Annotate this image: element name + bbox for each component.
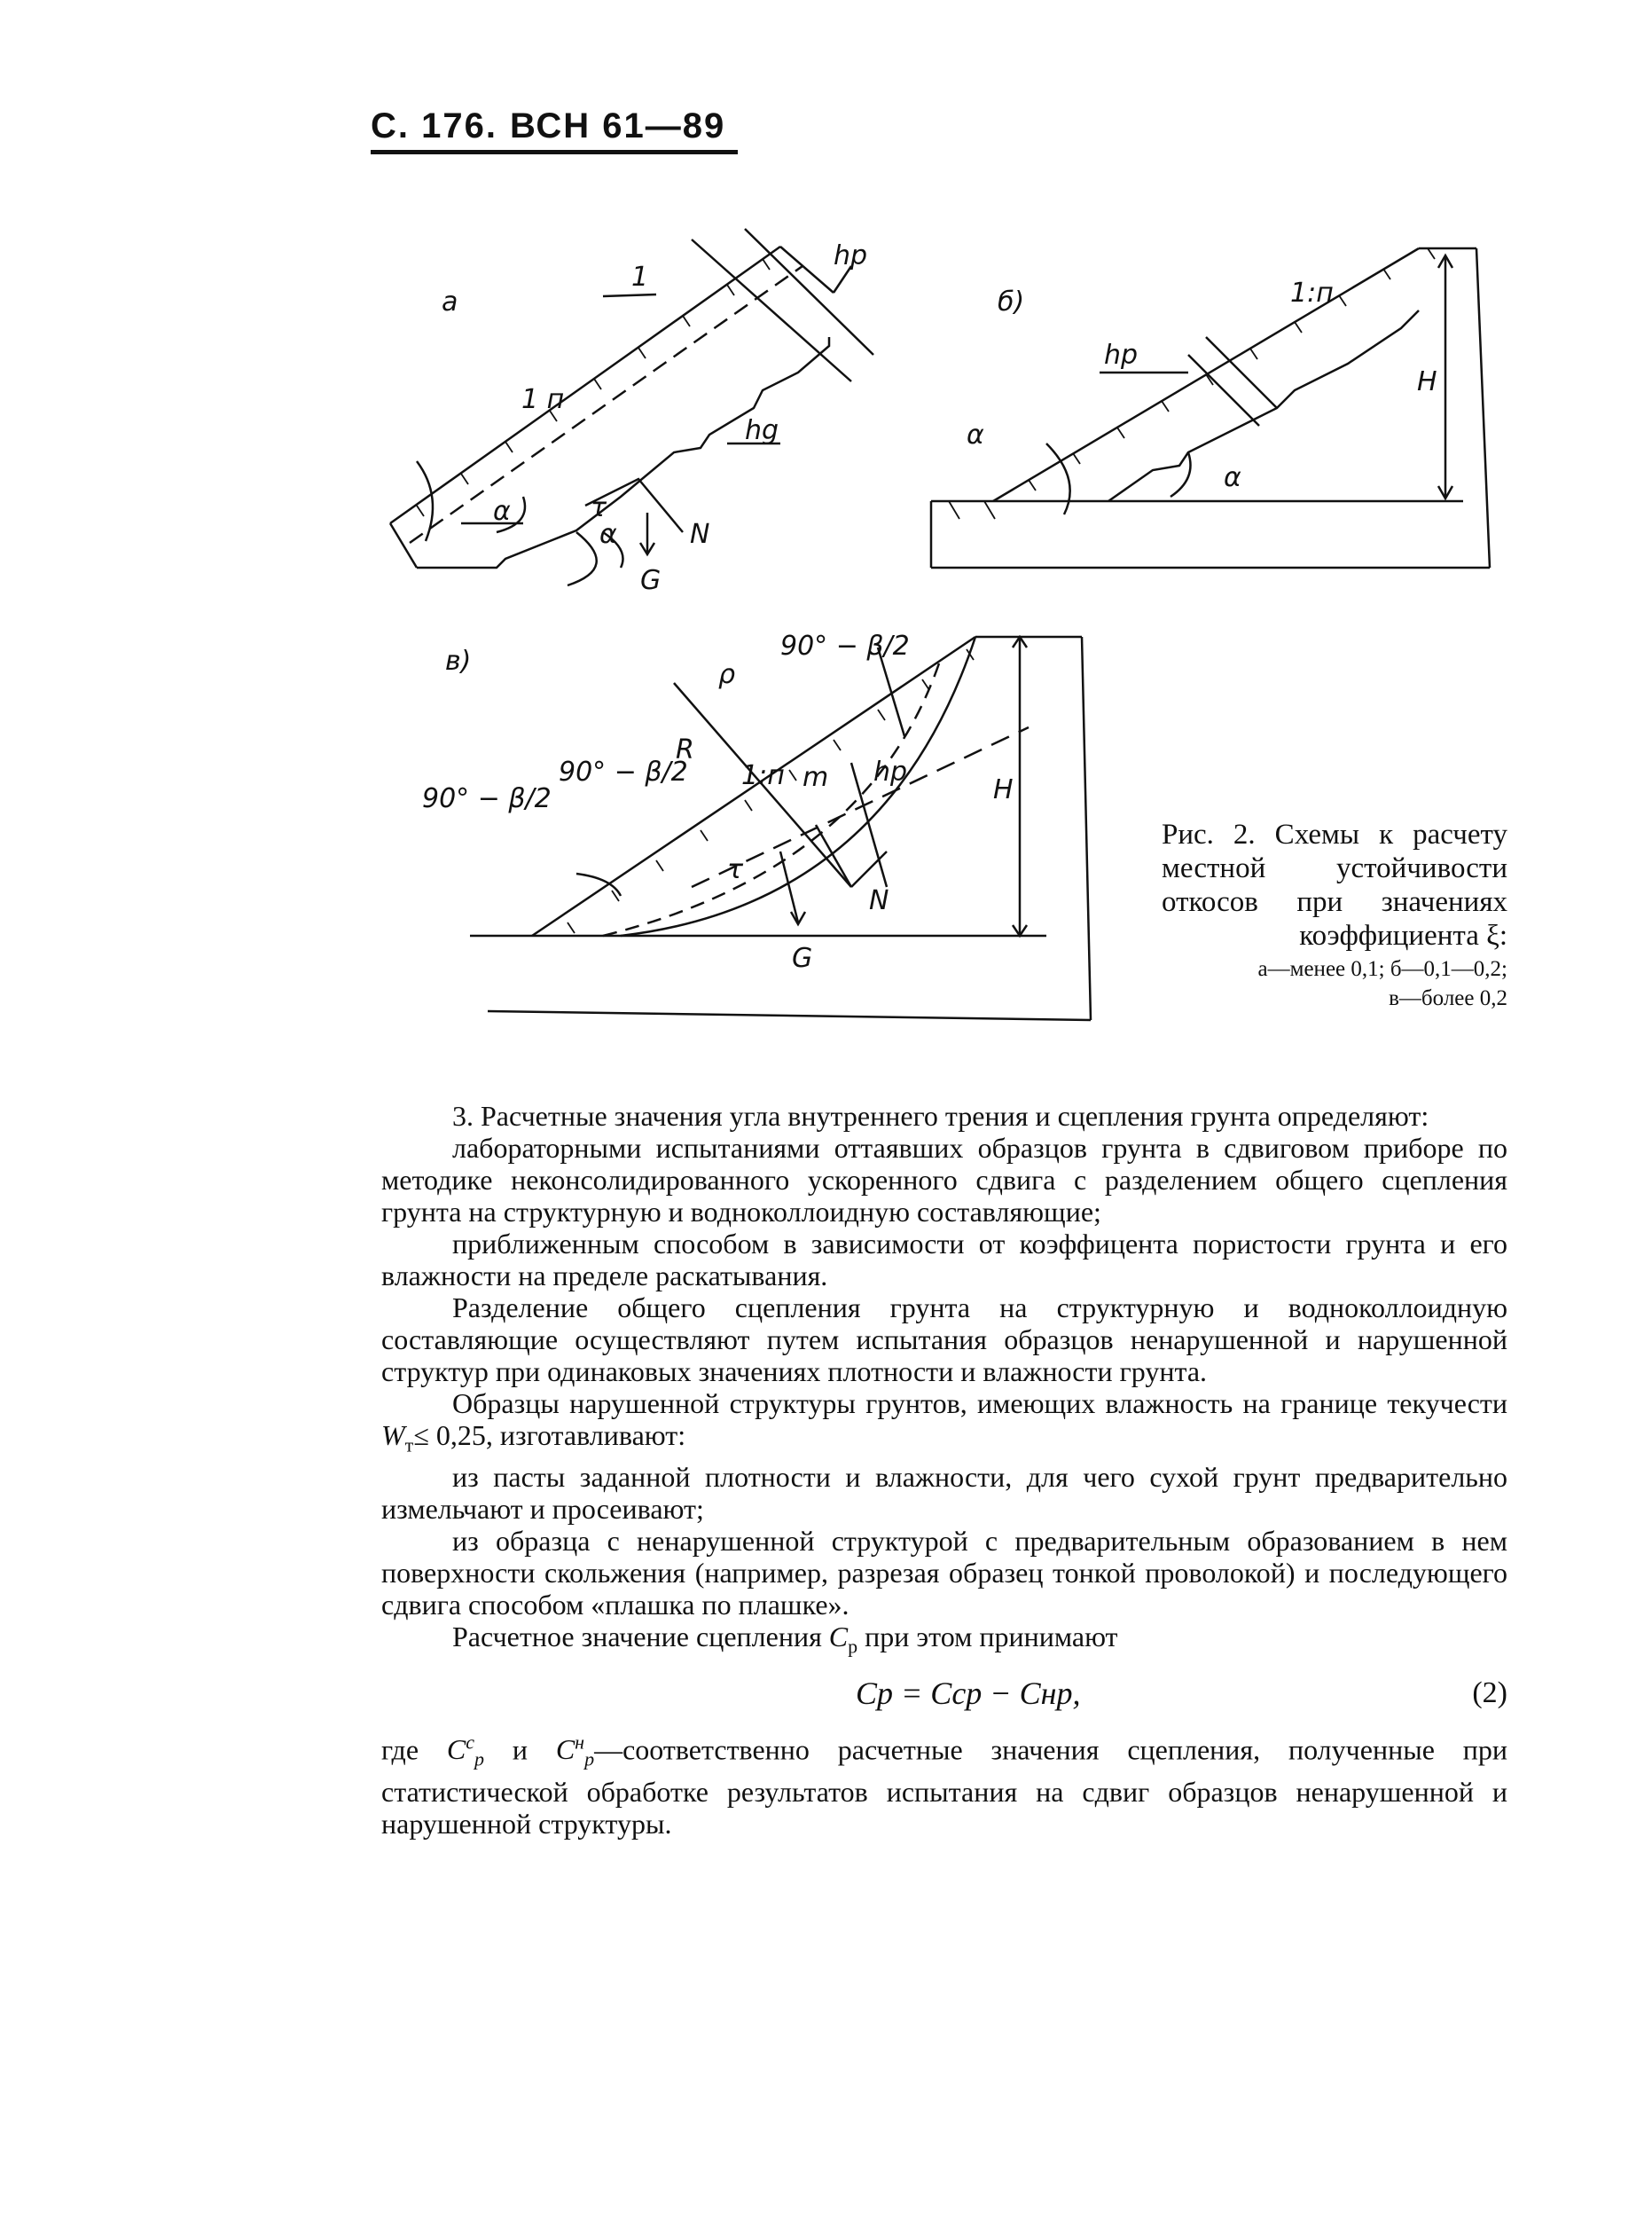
diagram-v-N: N — [869, 885, 889, 916]
figure-caption — [1162, 818, 1507, 1011]
diagram-v-label: в) — [445, 646, 472, 677]
diagram-a-alpha2: α — [599, 519, 617, 550]
diagram-v-G: G — [792, 943, 813, 974]
paragraph-9-rest: —соответственно расчетные значения сцепления, полученные при статистической обработке результатов испытания на сдвиг образцов ненарушенной и нарушенной структуры. — [381, 1733, 1508, 1840]
formula-2: Cр = Cсp − Cнp, — [856, 1675, 1081, 1711]
paragraph-9 — [381, 1727, 1507, 1840]
figure-caption-legend-1: а—менее 0,1; б—0,1—0,2; — [1257, 957, 1507, 981]
paragraph-7: из образца с ненарушенной структурой с предварительным образованием в нем поверхности скольжения (например, разрезая образец тонкой проволокой) и последующего сдвига способом «плашка по плашке». — [381, 1525, 1507, 1621]
equation-number: (2) — [1472, 1676, 1507, 1709]
diagram-v-beta-left: 90° − β/2 — [422, 783, 552, 814]
figure-caption-legend-2: в—более 0,2 — [1389, 986, 1507, 1010]
diagram-b-alpha1: α — [967, 420, 984, 451]
diagram-v-beta-top: 90° − β/2 — [780, 631, 910, 662]
paragraph-8-sub: р — [848, 1635, 858, 1658]
paragraph-8-start: Расчетное значение сцепления — [452, 1621, 829, 1653]
diagram-v-m: m — [803, 762, 829, 793]
paragraph-5-end: ≤ 0,25, изготавливают: — [413, 1419, 686, 1451]
paragraph-8-var: C — [828, 1621, 849, 1653]
paragraph-5-sub: т — [404, 1433, 414, 1456]
formula-row — [381, 1668, 1507, 1723]
diagram-b-alpha2: α — [1224, 462, 1241, 493]
body-text — [381, 1100, 1507, 1840]
diagram-b-hp: hp — [1104, 340, 1139, 371]
paragraph-9-and: и — [483, 1733, 556, 1766]
diagram-a-hg: hg — [745, 415, 779, 446]
paragraph-8-end: при этом принимают — [857, 1621, 1118, 1653]
diagram-v-H: Н — [993, 774, 1014, 805]
diagram-v-rho: ρ — [718, 659, 736, 690]
diagram-a-tau: τ — [591, 492, 607, 523]
page-number: С. 176. — [371, 106, 497, 145]
diagram-v-tau: τ — [727, 854, 744, 885]
paragraph-8 — [381, 1621, 1507, 1662]
diagram-b-slope: 1:п — [1290, 278, 1334, 309]
diagram-v-R: R — [676, 734, 694, 765]
diagram-a-N: N — [690, 519, 710, 550]
diagram-v-beta-mid: 90° − β/2 — [559, 757, 688, 788]
diagram-b-H: Н — [1417, 366, 1437, 397]
diagram-a-G: G — [640, 565, 662, 596]
paragraph-9-symbol-c: $C^с_р$ — [446, 1731, 484, 1770]
document-code: ВСН 61—89 — [509, 106, 726, 145]
paragraph-9-symbol-h: $C^н_р$ — [555, 1731, 595, 1770]
paragraph-1: 3. Расчетные значения угла внутреннего трения и сцепления грунта определяют: — [452, 1100, 1429, 1132]
paragraph-9-where: где — [381, 1733, 447, 1766]
diagram-b-label: б) — [998, 286, 1025, 318]
diagram-a-hp: hp — [834, 240, 868, 271]
paragraph-4: Разделение общего сцепления грунта на структурную и водноколлоидную составляющие осуществляют путем испытания образцов ненарушенной и нарушенной структур при одинаковых значениях плотности и влажности грунта. — [381, 1291, 1507, 1387]
diagram-v-slope: 1:п — [741, 760, 785, 791]
paragraph-5-var: W — [381, 1419, 405, 1451]
paragraph-5 — [381, 1387, 1507, 1461]
diagram-a-slope: 1 п — [521, 384, 565, 415]
diagram-a-alpha1: α — [493, 496, 511, 527]
diagram-v-hp: hp — [873, 757, 908, 788]
paragraph-6: из пасты заданной плотности и влажности, для чего сухой грунт предварительно измельчают и просеивают; — [381, 1461, 1507, 1526]
paragraph-2: лабораторными испытаниями оттаявших образцов грунта в сдвиговом приборе по методике неконсолидированного ускоренного сдвига с разделением общего сцепления грунта на структурную и водноколлоидную составляющие; — [381, 1132, 1507, 1228]
paragraph-3: приближенным способом в зависимости от коэффицента пористости грунта и его влажности на пределе раскатывания. — [381, 1228, 1507, 1291]
diagram-v — [470, 637, 1091, 1020]
diagram-a-label: а — [442, 286, 458, 318]
diagram-a-one: 1 — [631, 262, 649, 293]
figure-caption-title: Рис. 2. Схемы к расчету местной устойчивости откосов при значениях коэффициента ξ: — [1162, 819, 1507, 952]
paragraph-5-start: Образцы нарушенной структуры грунтов, имеющих влажность на границе текучести — [452, 1387, 1507, 1419]
